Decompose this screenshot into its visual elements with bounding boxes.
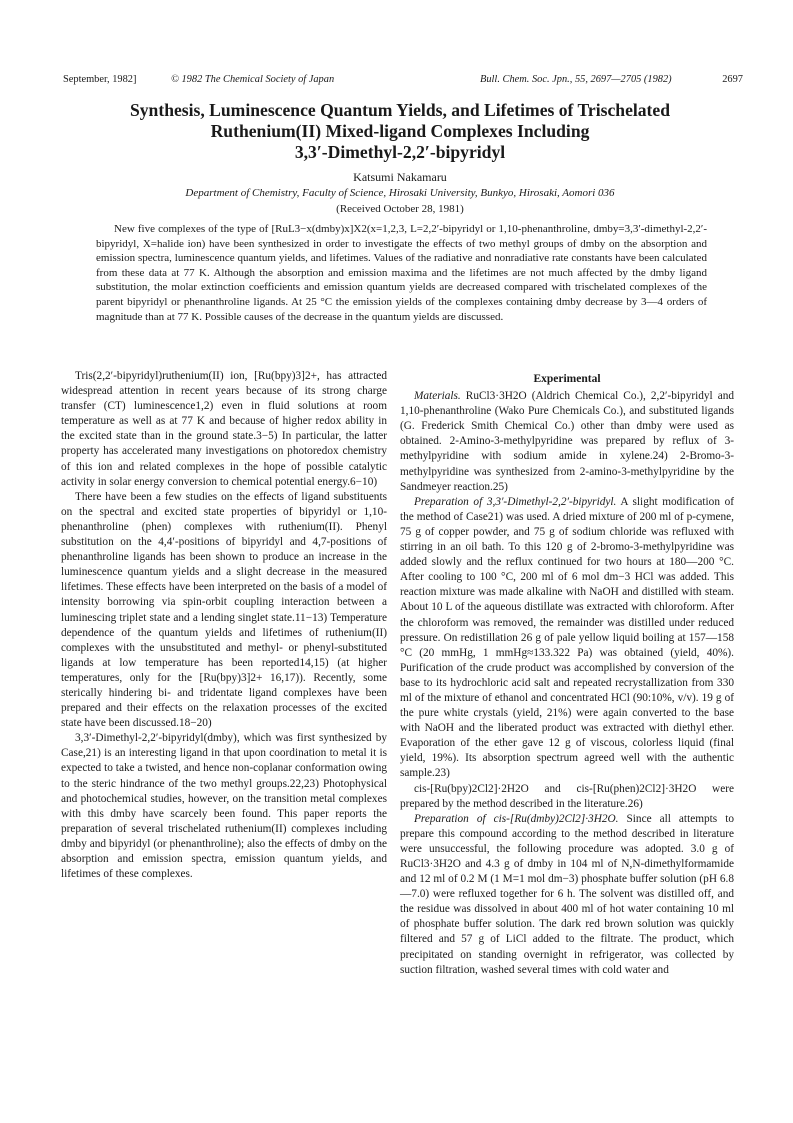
header-copyright: © 1982 The Chemical Society of Japan [171, 74, 335, 85]
header-page-number: 2697 [722, 74, 743, 85]
experimental-paragraph [400, 495, 734, 782]
experimental-paragraph [400, 389, 734, 495]
title-line: 3,3′-Dimethyl-2,2′-bipyridyl [294, 142, 506, 162]
header-date: September, 1982] [63, 74, 137, 85]
right-column [400, 369, 734, 978]
runin-heading: Preparation of cis-[Ru(dmby)2Cl2]·3H2O. [414, 812, 619, 825]
section-heading-experimental: Experimental [533, 373, 601, 385]
title-line: Synthesis, Luminescence Quantum Yields, and Lifetimes of Trischelated [129, 100, 671, 120]
left-column [61, 369, 387, 882]
intro-paragraph: There have been a few studies on the effects of ligand substituents on the spectral and excited state properties of bipyridyl or 1,10-phenanthroline (phen) complexes with ruthenium(II). Phenyl substitution on the 4,4′-positions of bipyridyl and 4,7-positions of phenanthroline ligands has been shown to produce an increase in the luminescence quantum yields and a slight decrease in the measured lifetimes. These effects have been interpreted on the basis of a model of intensity borrowing via spin-orbit coupling interaction between a luminescing triplet state and a lending singlet state.11−13) Temperature dependence of the quantum yields and lifetimes of ruthenium(II) complexes with the unsubstituted and methyl- or phenyl-substituted ligands at low temperature has been reported14,15) (at higher temperatures, only for the [Ru(bpy)3]2+ 16,17)). Recently, some sterically hindering bi- and tridentate ligand complexes have been prepared and their effects on the relaxation processes of the excited state have been discussed.18−20) [61, 490, 387, 730]
article-title [60, 100, 740, 163]
experimental-paragraph [400, 782, 734, 812]
header-journal: Bull. Chem. Soc. Jpn., 55, 2697—2705 (1982) [480, 74, 672, 85]
running-head [63, 74, 743, 90]
paragraph-text: cis-[Ru(bpy)2Cl2]·2H2O and cis-[Ru(phen)2Cl2]·3H2O were prepared by the method described in the literature.26) [400, 782, 734, 810]
intro-paragraph: 3,3′-Dimethyl-2,2′-bipyridyl(dmby), which was first synthesized by Case,21) is an interesting ligand in that upon coordination to metal it is expected to take a twisted, and hence non-coplanar conformation owing to the steric hindrance of the two methyl groups.22,23) Photophysical and photochemical studies, however, on the transition metal complexes with this dmby have scarcely been found. This paper reports the preparation of several trischelated ruthenium(II) complexes including dmby and bipyridyl (or phenanthroline); also the effects of dmby on the absorption and emission spectra, emission quantum yields, and lifetimes of these complexes. [61, 732, 387, 881]
received-date: (Received October 28, 1981) [336, 203, 464, 215]
author: Katsumi Nakamaru [353, 170, 447, 184]
paragraph-text: A slight modification of the method of Case21) was used. A dried mixture of 200 ml of p-cymene, 75 g of copper powder, and 75 g of sodium chloride was refluxed with stirring in an oil bath. To this 120 g of 2-bromo-3-methylpyridine was added slowly and the reflux continued for two hours at 180—200 °C. After cooling to 100 °C, 200 ml of 6 mol dm−3 HCl was added. This reaction mixture was made alkaline with NaOH and distilled with steam. About 10 L of the aqueous distillate was extracted with chloroform. After the chloroform was removed, the remainder was distilled under reduced pressure. On redistillation 26 g of pale yellow liquid boiling at 157—158 °C (20 mmHg, 1 mmHg≈133.322 Pa) was obtained (yield, 40%). Purification of the crude product was accomplished by conversion of the base to its hydrochloric acid salt and repeated recrystallization from 330 ml of the mixture of ethanol and concentrated HCl (90:10%, v/v). 19 g of the pure white crystals (yield, 21%) were again converted to the base with NaOH and the liberated product was extracted with diethyl ether. Evaporation of the ether gave 12 g of viscous, colorless liquid (final yield, 19%). Its absorption spectrum agreed well with the authentic sample.23) [400, 495, 735, 780]
runin-heading: Materials. [414, 390, 461, 403]
abstract: New five complexes of the type of [RuL3−x(dmby)x]X2(x=1,2,3, L=2,2′-bipyridyl or 1,10-phenanthroline, dmby=3,3′-dimethyl-2,2′-bipyridyl, X=halide ion) have been synthesized in order to investigate the effects of two methyl groups of dmby on the absorption and emission spectra, luminescence quantum yields, and lifetimes. Values of the radiative and nonradiative rate constants have been calculated from these data at 77 K. Although the absorption and emission maxima and the lifetimes are not much affected by the dmby ligand substitution, the molar extinction coefficients and emission quantum yields are decreased compared with trischelated complexes of the parent bipyridyl or phenanthroline ligands. At 25 °C the emission yields of the complexes containing dmby decrease by 3—4 orders of magnitude than at 77 K. Possible causes of the decrease in the quantum yields are discussed. [96, 223, 707, 323]
paragraph-text: RuCl3·3H2O (Aldrich Chemical Co.), 2,2′-bipyridyl and 1,10-phenanthroline (Wako Pure Chemicals Co.), and substituted ligands (G. Frederick Smith Chemical Co.) other than dmby were used as obtained. 2-Amino-3-methylpyridine was prepared by reflux of 3-methylpyridine with sodium amide in xylene.24) 2-Bromo-3-methylpyridine was synthesized from 2-amino-3-methylpyridine by the Sandmeyer reaction.25) [400, 390, 735, 493]
experimental-paragraph [400, 812, 734, 978]
runin-heading: Preparation of 3,3′-Dimethyl-2,2′-bipyridyl. [414, 495, 617, 508]
title-line: Ruthenium(II) Mixed-ligand Complexes Including [210, 121, 590, 141]
affiliation: Department of Chemistry, Faculty of Science, Hirosaki University, Bunkyo, Hirosaki, Aomori 036 [185, 187, 615, 199]
intro-paragraph: Tris(2,2′-bipyridyl)ruthenium(II) ion, [Ru(bpy)3]2+, has attracted widespread attention in recent years because of its strong charge transfer (CT) luminescence1,2) even in fluid solutions at room temperature as well as at 77 K and because of higher redox ability in the excited state than in the ground state.3−5) In particular, the latter property has accelerated many investigations on photoredox chemistry of this ion and related complexes in the hope of possible catalytic activity in solar energy conversion to chemical potential energy.6−10) [61, 370, 387, 488]
paragraph-text: Since all attempts to prepare this compound according to the method described in literature were unsuccessful, the following procedure was adopted. 3.0 g of RuCl3·3H2O and 4.3 g of dmby in 104 ml of N,N-dimethylformamide and 12 ml of 0.2 M (1 M=1 mol dm−3) phosphate buffer solution (pH 6.8—7.0) were refluxed together for 6 h. The solvent was distilled off, and the residue was dissolved in about 400 ml of hot water containing 10 ml of phosphate buffer solution. The dark red brown solution was quickly filtered and 57 g of LiCl added to the filtrate. The product, which precipitated on standing overnight in refrigerator, was collected by suction filtration, washed several times with cold water and [400, 812, 734, 976]
